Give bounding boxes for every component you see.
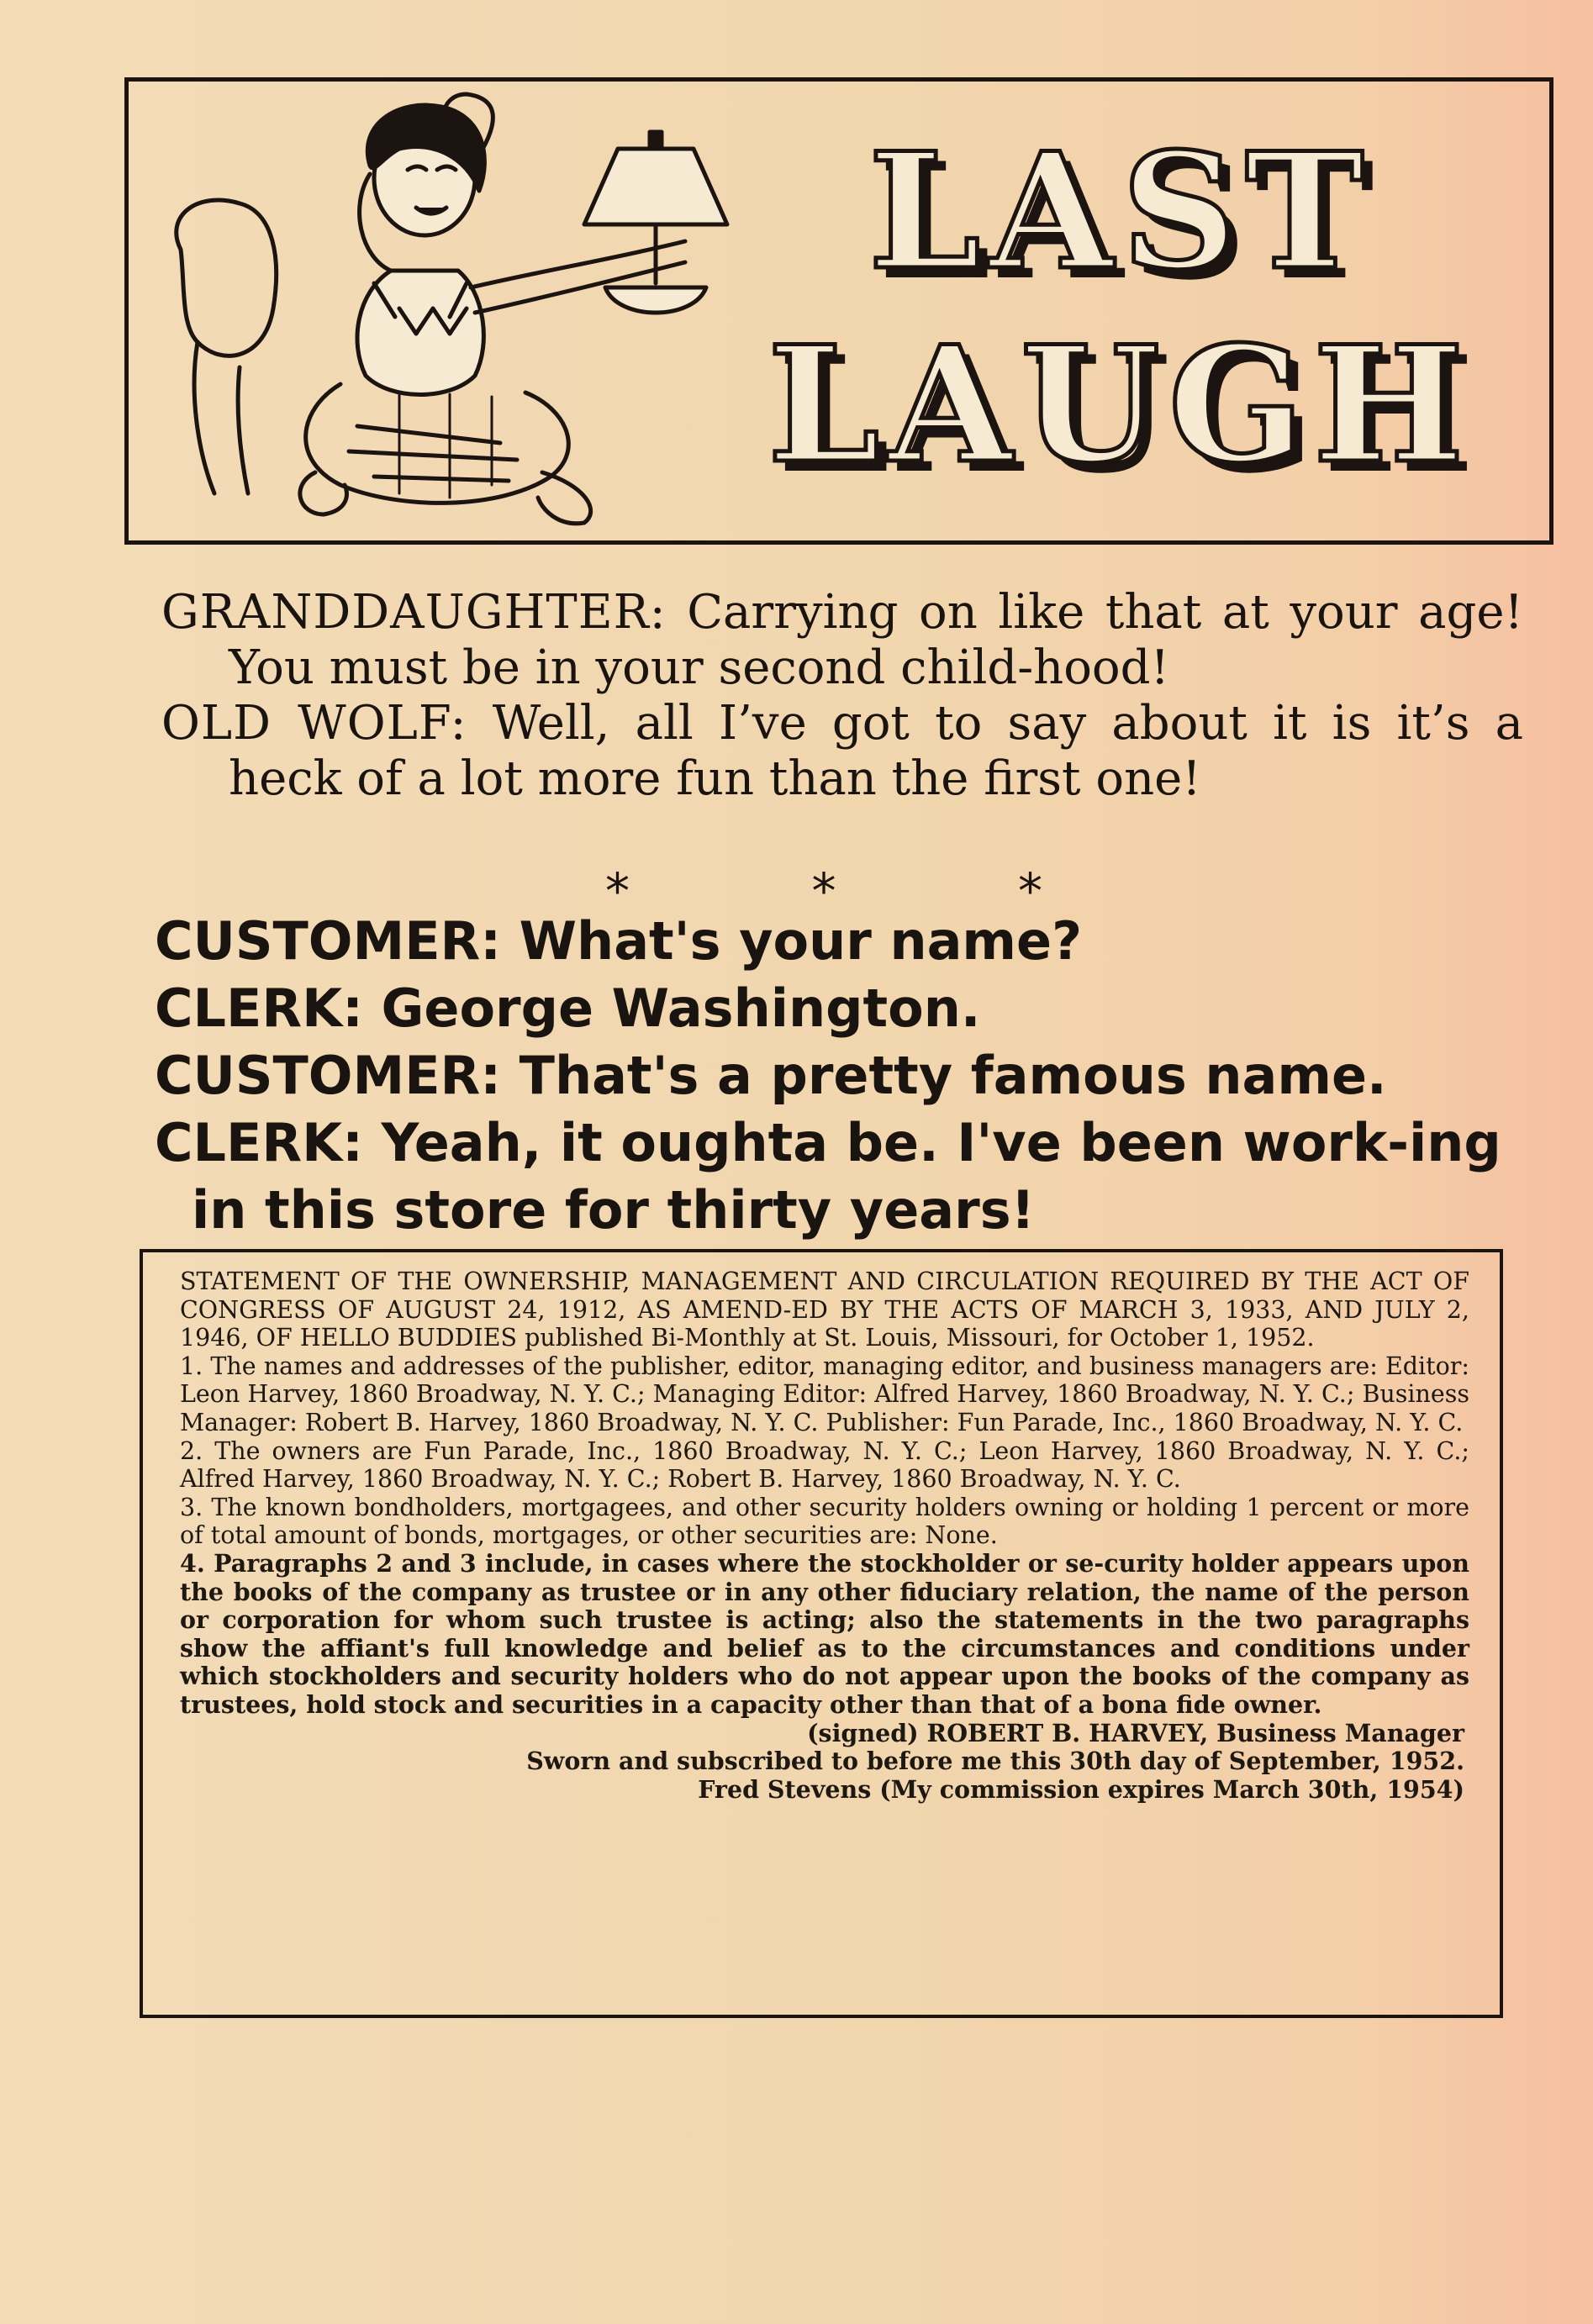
speaker-label: OLD WOLF: <box>161 696 467 751</box>
pinup-girl-illustration <box>147 90 820 535</box>
notary-line: Fred Stevens (My commission expires March 30th, 1954) <box>698 1774 1464 1804</box>
joke-line: CLERK: Yeah, it oughta be. I've been work-ing in this store for thirty years! <box>155 1112 1501 1241</box>
joke-granddaughter <box>161 585 1523 807</box>
dialogue-text: Carrying on like that at your age! You must be in your second child-hood! <box>229 585 1523 695</box>
statement-paragraph: 4. Paragraphs 2 and 3 include, in cases where the stockholder or se-curity holder appears upon the books of the company as trustee or in any other fiduciary relation, the name of the person or corporation for whom such trustee is acting; also the statements in the two paragraphs show the affiant's full knowledge and belief as to the circumstances and conditions under which stockholders and security holders who do not appear upon the books of the company as trustees, hold stock and securities in a capacity other than that of a bona fide owner. <box>180 1548 1469 1719</box>
asterisk: * <box>1018 862 1042 920</box>
statement-paragraph: 3. The known bondholders, mortgagees, and other security holders owning or holding 1 percent or more of total amount of bonds, mortgages, or other securities are: None. <box>180 1493 1469 1550</box>
statement-intro: STATEMENT OF THE OWNERSHIP, MANAGEMENT AND CIRCULATION REQUIRED BY THE ACT OF CONGRESS OF AUGUST 24, 1912, AS AMEND-ED BY THE ACTS OF MARCH 3, 1933, AND JULY 2, 1946, OF HELLO BUDDIES published Bi-Monthly at St. Louis, Missouri, for October 1, 1952. <box>180 1267 1469 1352</box>
joke-line: CUSTOMER: What's your name? <box>155 910 1083 972</box>
asterisk: * <box>605 862 630 920</box>
title-last: LAST <box>868 118 1373 305</box>
joke-line: CLERK: George Washington. <box>155 978 981 1039</box>
joke-george-washington <box>155 908 1517 1244</box>
title-laugh: LAUGH <box>767 311 1473 498</box>
statement-paragraph: 2. The owners are Fun Parade, Inc., 1860 Broadway, N. Y. C.; Leon Harvey, 1860 Broadway, N. Y. C.; Alfred Harvey, 1860 Broadway, N. Y. C.; Robert B. Harvey, 1860 Broadway, N. Y. C. <box>180 1436 1469 1494</box>
signature-line: (signed) ROBERT B. HARVEY, Business Manager <box>807 1718 1464 1747</box>
dialogue-text: Well, all I’ve got to say about it is it’s a heck of a lot more fun than the first one! <box>229 696 1523 806</box>
statement-paragraph: 1. The names and addresses of the publisher, editor, managing editor, and business managers are: Editor: Leon Harvey, 1860 Broadway, N. Y. C.; Managing Editor: Alfred Harvey, 1860 Broadway, N. Y. C.; Business Manager: Robert B. Harvey, 1860 Broadway, N. Y. C. Publisher: Fun Parade, Inc., 1860 Broadway, N. Y. C. <box>180 1352 1470 1436</box>
joke-line <box>161 696 1523 807</box>
joke-line: CUSTOMER: That's a pretty famous name. <box>155 1045 1387 1106</box>
asterisk: * <box>811 862 836 920</box>
ownership-statement <box>140 1249 1503 2018</box>
sworn-line: Sworn and subscribed to before me this 30th day of September, 1952. <box>526 1747 1464 1776</box>
joke-line <box>161 585 1523 696</box>
speaker-label: GRANDDAUGHTER: <box>161 585 667 640</box>
last-laugh-header <box>124 77 1553 545</box>
